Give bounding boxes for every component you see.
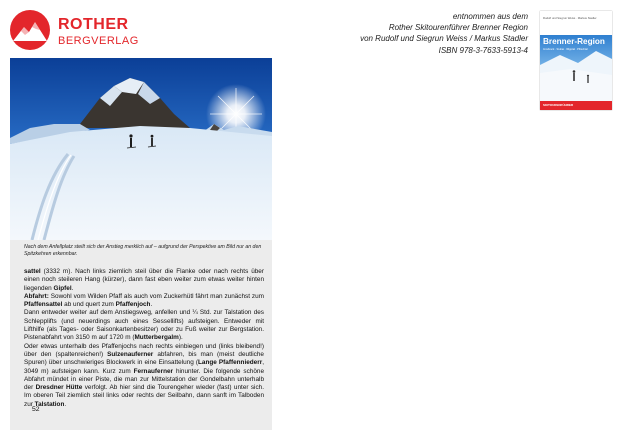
cover-subtitle: Innsbruck · Stubai · Wipptal · Pfitschtal <box>543 48 588 51</box>
logo-sub-text: BERGVERLAG <box>58 35 139 47</box>
bold-term: sattel <box>24 268 41 275</box>
text-run: , 3049 m) aufsteigen kann. Kurz zum <box>24 359 264 375</box>
source-note <box>288 11 528 56</box>
photo-ski-ascent <box>10 58 272 240</box>
book-cover-image <box>540 11 612 110</box>
body-paragraph <box>24 268 264 293</box>
source-line: entnommen aus dem <box>452 12 528 21</box>
text-run: Dann entweder weiter auf dem Anstiegsweg, anfellen und ¼ Std. zur Talstation des Schlepplifts (und neuerdings auch eines Sessellifts) aufsteigen. Entweder mit Lifthilfe (als Tages- oder Saisonkartenbesitzer) oder zu Fuß weiter zur Bergstation. Pistenabfahrt von 3150 m auf 1720 m ( <box>24 309 264 342</box>
text-run: (3332 m). Nach links ziemlich steil über die Flanke oder nach rechts über einen noch steileren Hang (kürzer), dann fast eben weiter zum etwas weiter hinten liegenden <box>24 268 264 292</box>
mountain-logo-icon <box>10 10 50 50</box>
route-description <box>24 268 264 409</box>
bold-term: Sulzenauferner <box>107 350 154 358</box>
source-line: Rother Skitourenführer Brenner Region <box>388 23 528 33</box>
text-run: hinunter. Die folgende schöne Abfahrt mündet in einer Piste, die man zur Mittelstation der Gondelbahn unterhalb der <box>24 367 264 392</box>
source-line: von Rudolf und Siegrun Weiss / Markus Stadler <box>360 34 528 44</box>
text-run: ab und quert zum <box>62 301 116 309</box>
text-run: verfolgt. Ab hier sind die Tourengeher wieder (fast) unter sich. Im oberen Teil ziemlich steil links oder rechts der Seilbahn, dann sanft im Talboden zur <box>24 384 265 408</box>
body-paragraph <box>24 293 264 310</box>
route-description-paragraphs <box>24 268 264 409</box>
bold-term: Mutterbergalm <box>134 334 179 342</box>
text-run: . <box>150 301 153 309</box>
text-run: Oder etwas unterhalb des Pfaffenjochs nach rechts einbiegen und (links bleibend!) über den (spaltenreichen!) <box>24 342 264 358</box>
bold-term: Dresdner Hütte <box>35 384 83 392</box>
cover-series: SKITOURENFÜHRER <box>543 103 574 107</box>
source-line: ISBN 978-3-7633-5913-4 <box>438 45 528 55</box>
bold-term: Lange Pfaffenniederr <box>198 359 263 367</box>
bold-term: Talstation <box>34 400 65 408</box>
text-run: abfahren, bis man (meist deutliche Spuren) über unschwieriges Blockwerk in eine Einsattelung ( <box>24 350 264 367</box>
bold-term: Abfahrt: <box>24 292 49 300</box>
logo-brand-text: ROTHER <box>58 16 129 33</box>
text-run: . <box>71 284 74 292</box>
text-run: ). <box>178 334 183 342</box>
photo-caption: Nach dem Anfellplatz steilt sich der Anstieg merklich auf – aufgrund der Perspektive am Bild nur an den Spitzkehren erkennbar. <box>24 244 262 257</box>
bold-term: Gipfel <box>53 284 72 292</box>
bold-term: Pfaffenjoch <box>115 301 151 309</box>
bold-term: Fernauferner <box>133 367 174 375</box>
text-run: . <box>64 400 67 408</box>
book-cover-thumbnail <box>540 11 612 110</box>
text-run: Sowohl vom Wilden Pfaff als auch vom Zuckerhütl fährt man zunächst zum <box>48 292 264 300</box>
cover-authors: Rudolf und Siegrun Weiss · Markus Stadler <box>543 16 597 20</box>
cover-title: Brenner-Region <box>543 37 605 46</box>
body-paragraph <box>24 343 264 409</box>
bold-term: Pfaffensattel <box>24 301 63 309</box>
body-paragraph <box>24 309 264 342</box>
publisher-logo <box>10 10 140 54</box>
page-number: 52 <box>32 406 40 413</box>
